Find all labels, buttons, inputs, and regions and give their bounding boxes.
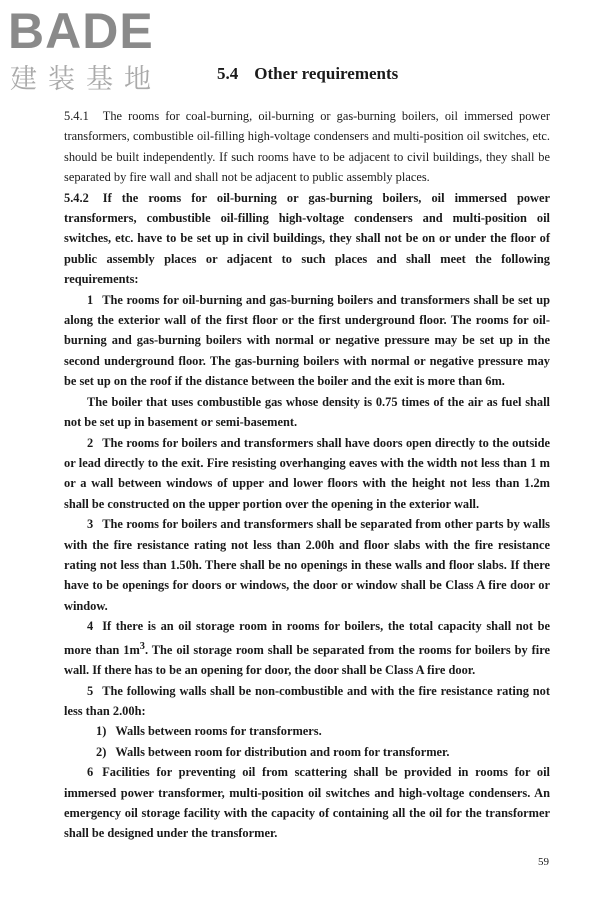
section-number: 5.4 <box>217 64 239 83</box>
sub-item-number: 2) <box>96 744 107 759</box>
sub-item <box>64 721 550 741</box>
requirement-item <box>64 433 550 515</box>
clause-number: 5.4.1 <box>64 109 89 123</box>
sub-item-text: Walls between room for distribution and room for transformer. <box>115 744 450 759</box>
sub-item-text: Walls between rooms for transformers. <box>115 724 322 739</box>
section-title <box>217 64 398 84</box>
clause-5-4-2 <box>64 188 550 290</box>
logo-brand: BADE <box>8 3 154 59</box>
publisher-logo <box>8 3 178 96</box>
clause-5-4-1 <box>64 106 550 188</box>
superscript: 3 <box>139 640 145 652</box>
page-number: 59 <box>538 856 549 868</box>
logo-chinese-text: 建装基地 <box>10 64 162 95</box>
requirement-item <box>64 290 550 392</box>
item-number: 2 <box>87 435 94 450</box>
requirement-item <box>64 616 550 680</box>
item-text: . The oil storage room shall be separated from the rooms for boilers by fire wall. If there has to be an opening for door, the door shall be Class A fire door. <box>64 642 550 678</box>
clause-text: If the rooms for oil-burning or gas-burning boilers, oil immersed power transformers, combustible oil-filling high-voltage condensers and multi-position oil switches, etc. have to be set up in civil buildings, they shall not be on or under the floor of public assembly places or adjacent to such places and shall meet the following requirements: <box>64 190 550 287</box>
requirement-item <box>64 762 550 844</box>
item-number: 1 <box>87 292 94 307</box>
section-title-text: Other requirements <box>254 64 399 83</box>
sub-item <box>64 742 550 762</box>
item-text: The rooms for boilers and transformers shall be separated from other parts by walls with the fire resistance rating not less than 2.00h and floor slabs with the fire resistance rating not less than 1.50h. There shall be no openings in these walls and floor slabs. If there have to be openings for doors or windows, the door or window shall be Class A fire door or window. <box>64 517 550 613</box>
clause-text: The rooms for coal-burning, oil-burning or gas-burning boilers, oil immersed power transformers, combustible oil-filling high-voltage condensers and multi-position oil switches, etc. should be built independently. If such rooms have to be adjacent to civil buildings, they shall be separated by fire wall and shall not be adjacent to public assembly places. <box>64 109 550 185</box>
item-number: 5 <box>87 683 94 698</box>
item-text: The following walls shall be non-combustible and with the fire resistance rating not less than 2.00h: <box>64 683 550 718</box>
item-text: If there is an oil storage room in rooms for boilers, the total capacity shall not be more than 1m <box>64 619 550 657</box>
item-text: The rooms for boilers and transformers shall have doors open directly to the outside or lead directly to the exit. Fire resisting overhanging eaves with the width not less than 1 m or a wall between windows of upper and lower floors with the height not less than 1.2m shall be constructed on the upper portion over the opening in the exterior wall. <box>64 435 550 511</box>
clause-number: 5.4.2 <box>64 190 89 205</box>
item-text: Facilities for preventing oil from scattering shall be provided in rooms for oil immersed power transformer, multi-position oil switches and high-voltage condensers. An emergency oil storage facility with the capacity of containing all the oil for the transformer shall be designed under the transformer. <box>64 765 550 841</box>
item-number: 4 <box>87 619 94 634</box>
item-number: 6 <box>87 765 94 780</box>
requirement-item <box>64 392 550 433</box>
requirement-item <box>64 681 550 722</box>
item-text: The rooms for oil-burning and gas-burning boilers and transformers shall be set up along the exterior wall of the first floor or the first underground floor. The rooms for oil-burning and gas-burning boilers with normal or negative pressure may be set up in the second underground floor. The gas-burning boilers with normal or negative pressure may be set up on the roof if the distance between the boiler and the exit is more than 6m. <box>64 292 550 389</box>
item-text: The boiler that uses combustible gas whose density is 0.75 times of the air as fuel shall not be set up in basement or semi-basement. <box>64 394 550 430</box>
item-number: 3 <box>87 517 94 532</box>
document-body <box>64 106 550 844</box>
sub-item-number: 1) <box>96 724 107 739</box>
requirement-item <box>64 514 550 616</box>
